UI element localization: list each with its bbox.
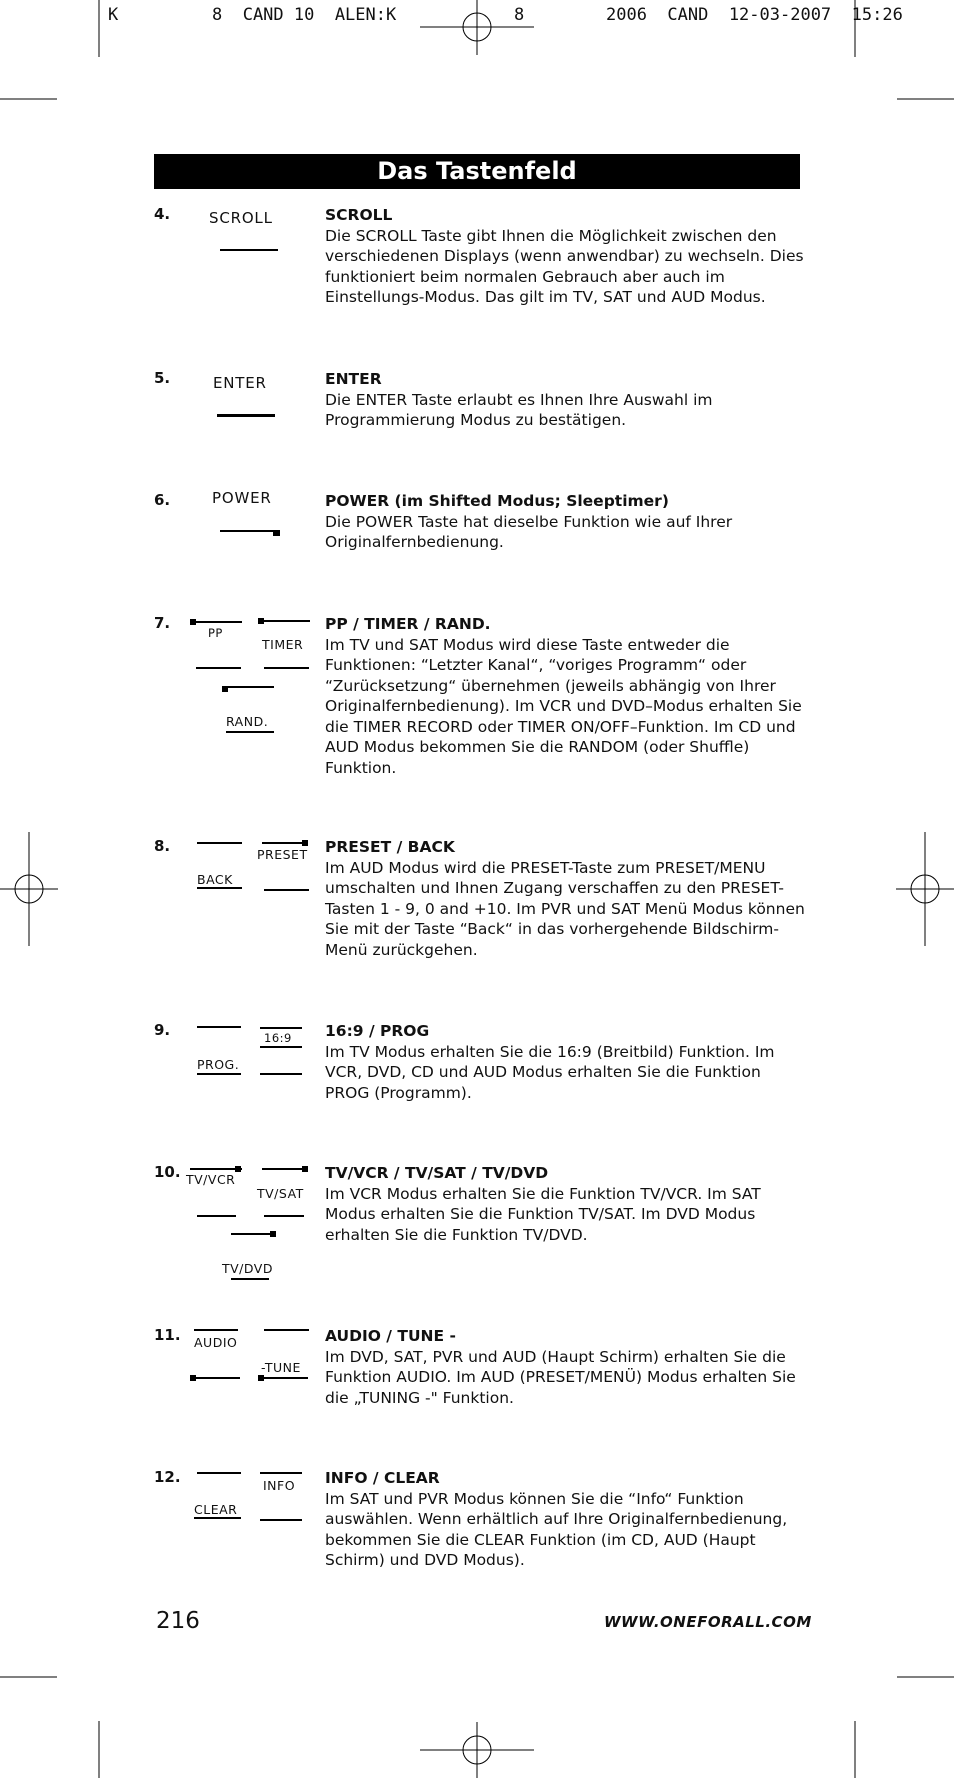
website-link[interactable]: WWW.ONEFORALL.COM — [604, 1613, 812, 1631]
item-description — [325, 1163, 807, 1245]
key-line — [231, 1278, 269, 1280]
page-title: Das Tastenfeld — [154, 154, 800, 189]
key-line — [260, 1027, 302, 1029]
item-description — [325, 1468, 807, 1571]
key-line — [196, 667, 241, 669]
item-number: 6. — [154, 491, 171, 509]
item-description — [325, 205, 807, 308]
key-line — [222, 686, 274, 688]
key-label-info: INFO — [263, 1478, 296, 1493]
print-header-left: 8 CAND 10 ALEN:K — [212, 5, 397, 25]
item-text: Die SCROLL Taste gibt Ihnen die Möglichkeit zwischen den verschiedenen Displays (wenn anwendbar) zu wechseln. Dies funktioniert beim normalen Gebrauch aber auch im Einstellungs-Modus. Das gilt im TV, SAT und AUD Modus. — [325, 226, 804, 306]
item-number: 4. — [154, 205, 171, 223]
key-label-tvdvd: TV/DVD — [222, 1261, 273, 1276]
key-line — [264, 1215, 304, 1217]
key-line — [264, 1329, 309, 1331]
key-label-clear: CLEAR — [194, 1502, 238, 1517]
item-number: 12. — [154, 1468, 181, 1486]
item-text: Im AUD Modus wird die PRESET-Taste zum PRESET/MENU umschalten und Ihnen Zugang verschaffen zu den PRESET- Tasten 1 - 9, 0 and +10. Im PVR und SAT Menü Modus können Sie mit der Taste “Back“ in das vorhergehende Bildschirm-Menü zurückgehen. — [325, 858, 805, 959]
item-description — [325, 837, 807, 960]
item-number: 11. — [154, 1326, 181, 1344]
item-text: Die ENTER Taste erlaubt es Ihnen Ihre Auswahl im Programmierung Modus zu bestätigen. — [325, 390, 713, 429]
item-title: ENTER — [325, 370, 382, 388]
shift-marker — [222, 686, 228, 692]
page-number: 216 — [156, 1608, 200, 1634]
key-scroll-line — [220, 249, 278, 251]
key-label-rand: RAND. — [226, 714, 269, 729]
key-label-prog: PROG. — [197, 1057, 240, 1072]
key-line — [197, 1472, 241, 1474]
item-text: Im SAT und PVR Modus können Sie die “Info“ Funktion auswählen. Wenn erhältlich auf Ihre Originalfernbedienung, bekommen Sie die CLEAR Funktion (im CD, AUD (Haupt Schirm) und DVD Modus). — [325, 1489, 788, 1569]
key-tune-line — [258, 1377, 308, 1379]
key-label-16-9: 16:9 — [264, 1031, 292, 1045]
key-power-line — [220, 530, 278, 532]
key-label-tvsat: TV/SAT — [257, 1186, 304, 1201]
item-number: 9. — [154, 1021, 171, 1039]
item-title: PP / TIMER / RAND. — [325, 615, 491, 633]
item-number: 7. — [154, 614, 171, 632]
key-16-9-line — [260, 1046, 302, 1048]
key-line — [197, 1215, 236, 1217]
key-label-enter: ENTER — [213, 374, 267, 392]
item-text: Im TV und SAT Modus wird diese Taste entweder die Funktionen: “Letzter Kanal“, “voriges Programm“ oder “Zurücksetzung“ übernehmen (jeweils abhängig von Ihrer Originalfernbedienung). Im VCR und DVD–Modus erhalten Sie die TIMER RECORD oder TIMER ON/OFF–Funktion. Im CD und AUD Modus bekommen Sie die RANDOM (oder Shuffle) Funktion. — [325, 635, 802, 777]
shift-marker — [190, 619, 196, 625]
print-header-k: K — [108, 5, 119, 25]
key-label-preset: PRESET — [257, 847, 308, 862]
shift-marker — [258, 618, 264, 624]
key-label-scroll: SCROLL — [209, 209, 273, 227]
item-text: Im VCR Modus erhalten Sie die Funktion TV/VCR. Im SAT Modus erhalten Sie die Funktion TV/SAT. Im DVD Modus erhalten Sie die Funktion TV/DVD. — [325, 1184, 761, 1244]
item-description — [325, 369, 807, 431]
key-line — [260, 1519, 302, 1521]
item-title: AUDIO / TUNE - — [325, 1327, 456, 1345]
key-line — [260, 1073, 302, 1075]
item-description — [325, 1021, 807, 1103]
item-description — [325, 614, 807, 778]
key-label-power: POWER — [212, 489, 272, 507]
item-title: POWER (im Shifted Modus; Sleeptimer) — [325, 492, 669, 510]
shift-marker — [273, 530, 280, 536]
item-number: 10. — [154, 1163, 181, 1181]
key-enter-line — [217, 414, 275, 417]
item-title: TV/VCR / TV/SAT / TV/DVD — [325, 1164, 549, 1182]
item-text: Die POWER Taste hat dieselbe Funktion wie auf Ihrer Originalfernbedienung. — [325, 512, 733, 551]
key-label-timer: TIMER — [262, 637, 304, 652]
key-label-pp: PP — [208, 626, 223, 640]
item-description — [325, 491, 807, 553]
print-header-right: 2006 CAND 12-03-2007 15:26 — [606, 5, 903, 25]
shift-marker — [302, 1166, 308, 1172]
shift-marker — [270, 1231, 276, 1237]
print-header-mid: 8 — [514, 5, 525, 25]
key-timer-line — [258, 620, 310, 622]
key-label-tvvcr: TV/VCR — [186, 1172, 236, 1187]
key-audio-line — [194, 1329, 238, 1331]
key-line — [197, 842, 242, 844]
key-info-line — [260, 1472, 302, 1474]
key-line — [190, 1377, 240, 1379]
shift-marker — [190, 1375, 196, 1381]
key-line — [264, 889, 309, 891]
shift-marker — [258, 1375, 264, 1381]
key-line — [197, 1026, 241, 1028]
key-line — [264, 667, 309, 669]
key-rand-line — [226, 731, 274, 733]
key-label-tune: -TUNE — [261, 1360, 301, 1375]
key-label-audio: AUDIO — [194, 1335, 238, 1350]
key-label-back: BACK — [197, 872, 233, 887]
item-text: Im DVD, SAT, PVR und AUD (Haupt Schirm) erhalten Sie die Funktion AUDIO. Im AUD (PRESET/MENÜ) Modus erhalten Sie die „TUNING -" Funktion. — [325, 1347, 796, 1407]
item-title: 16:9 / PROG — [325, 1022, 430, 1040]
item-number: 5. — [154, 369, 171, 387]
key-prog-line — [197, 1073, 241, 1075]
key-pp-line — [190, 621, 242, 623]
item-text: Im TV Modus erhalten Sie die 16:9 (Breitbild) Funktion. Im VCR, DVD, CD und AUD Modus erhalten Sie die Funktion PROG (Programm). — [325, 1042, 775, 1102]
shift-marker — [235, 1166, 241, 1172]
item-number: 8. — [154, 837, 171, 855]
item-title: PRESET / BACK — [325, 838, 455, 856]
key-clear-line — [194, 1517, 241, 1519]
key-back-line — [197, 887, 242, 889]
shift-marker — [302, 840, 308, 846]
item-title: SCROLL — [325, 206, 393, 224]
item-description — [325, 1326, 807, 1408]
item-title: INFO / CLEAR — [325, 1469, 440, 1487]
